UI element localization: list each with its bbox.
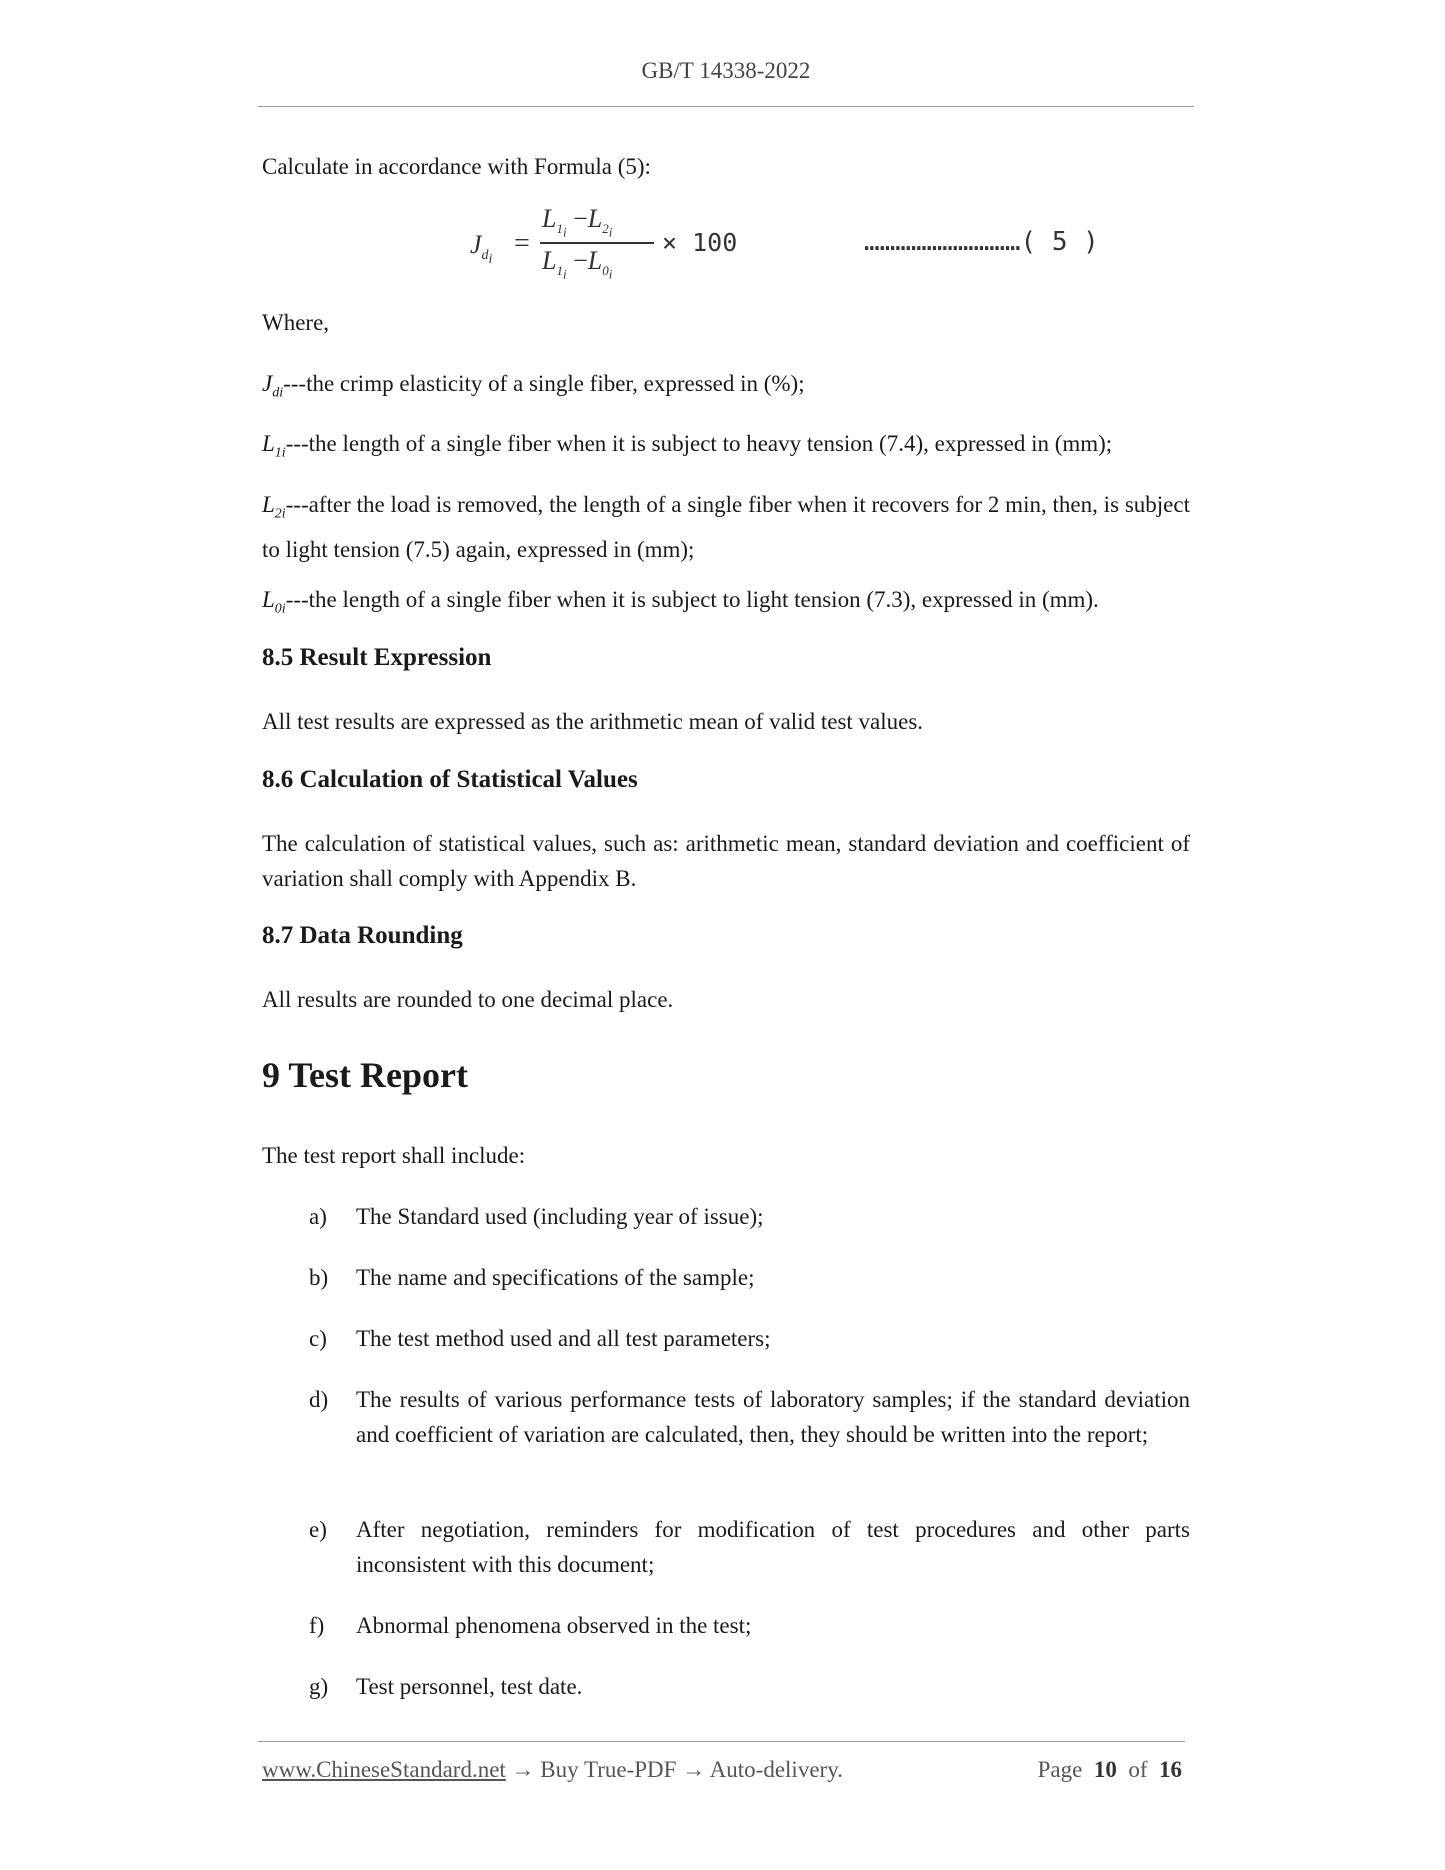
arrow-icon: →	[682, 1757, 706, 1782]
section-8-6-text: The calculation of statistical values, such as: arithmetic mean, standard deviation and coefficient of variation shall comply with Appendix B.	[262, 831, 1190, 891]
section-8-6-heading: 8.6 Calculation of Statistical Values	[262, 766, 638, 793]
section-8-7-text: All results are rounded to one decimal place.	[262, 987, 674, 1012]
where-label: Where,	[262, 310, 330, 335]
footer	[262, 1757, 1182, 1783]
header-rule	[258, 106, 1194, 107]
chinese-standard-link[interactable]: www.ChineseStandard.net	[262, 1757, 506, 1782]
formula-equals: =	[514, 228, 530, 259]
definition-jdi: $J_{di}--$-the crimp elasticity of a single fiber, expressed in (%);	[262, 371, 805, 401]
section-8-7-heading: 8.7 Data Rounding	[262, 922, 463, 949]
current-page-number: 10	[1093, 1757, 1117, 1782]
formula-5	[470, 200, 1190, 290]
formula-number: …………………………( 5 )	[864, 227, 1099, 257]
section-9-heading: 9 Test Report	[262, 1055, 468, 1095]
formula-lhs: $J_{d_i}$	[470, 230, 493, 267]
header-title: GB/T 14338-2022	[641, 58, 811, 83]
footer-rule	[258, 1741, 1185, 1742]
formula-numerator: $L_{1_i} -L_{2_i}$	[542, 204, 613, 240]
formula-intro: Calculate in accordance with Formula (5):	[262, 154, 651, 179]
definition-l1i: $L_{1i}--$-the length of a single fiber when it is subject to heavy tension (7.4), expressed in (mm);	[262, 431, 1113, 461]
total-page-count: 16	[1159, 1757, 1182, 1782]
formula-fraction-bar	[540, 242, 654, 244]
formula-multiplier: × 100	[662, 228, 738, 257]
definition-l2i: $L_{2i}--$-after the load is removed, the length of a single fiber when it recovers for 2 min, then, is subject to light tension (7.5) again, expressed in (mm);	[262, 492, 1190, 562]
auto-delivery-text: Auto-delivery.	[709, 1757, 843, 1782]
section-8-5-heading: 8.5 Result Expression	[262, 644, 492, 671]
definition-l0i: $L_{0i}--$-the length of a single fiber when it is subject to light tension (7.3), expressed in (mm).	[262, 587, 1099, 617]
page-indicator: Page 10 of 16	[1037, 1757, 1182, 1782]
buy-true-pdf-text: Buy True-PDF	[540, 1757, 677, 1782]
section-8-5-text: All test results are expressed as the arithmetic mean of valid test values.	[262, 709, 924, 734]
formula-denominator: $L_{1_i} -L_{0_i}$	[542, 246, 613, 282]
section-9-intro: The test report shall include:	[262, 1143, 526, 1168]
arrow-icon: →	[511, 1757, 535, 1782]
document-page: GB/T 14338-2022 Calculate in accordance with Formula (5): $J_{d_i}$ = $L_{1_i} -L_{2_i}$ $L_{1_i} -L_{0_i}$ × 100 …………………………( 5 ) Where, $J_{di}--$-the crimp elasticity of a single fiber, expressed in (%); $L_{1i}--$-the length of a single fiber when it is subject to heavy tension (7.4), expressed in (mm); $L_{2i}--$-after the load is removed, the length of a single fiber when it recovers for 2 min, then, is subject to light tension (7.5) again, expressed in (mm); $L_{0i}--$-the length of a single fiber when it is subject to light tension (7.3), expressed in (mm). 8.5 Result Expression All test results are expressed as the arithmetic mean of valid test values. 8.6 Calculation of Statistical Values The calculation of statistical values, such as: arithmetic mean, standard deviation and coefficient of variation shall comply with Appendix B. 8.7 Data Rounding All results are rounded to one decimal place. 9 Test Report The test report shall include: a) The Standard used (including year of issue); b) The name and specifications of the sample; c) The test method used and all test parameters; d) The results of various performance tests of laboratory samples; if the standard deviation and coefficient of variation are calculated, then, they should be written into the report; e) After negotiation, reminders for modification of test procedures and other parts inconsistent with this document; f) Abnormal phenomena observed in the test; g) Test personnel, test date. www.ChineseStandard.net → Buy True-PDF → Auto-delivery. Page 10 of 16	[0, 0, 1445, 1870]
